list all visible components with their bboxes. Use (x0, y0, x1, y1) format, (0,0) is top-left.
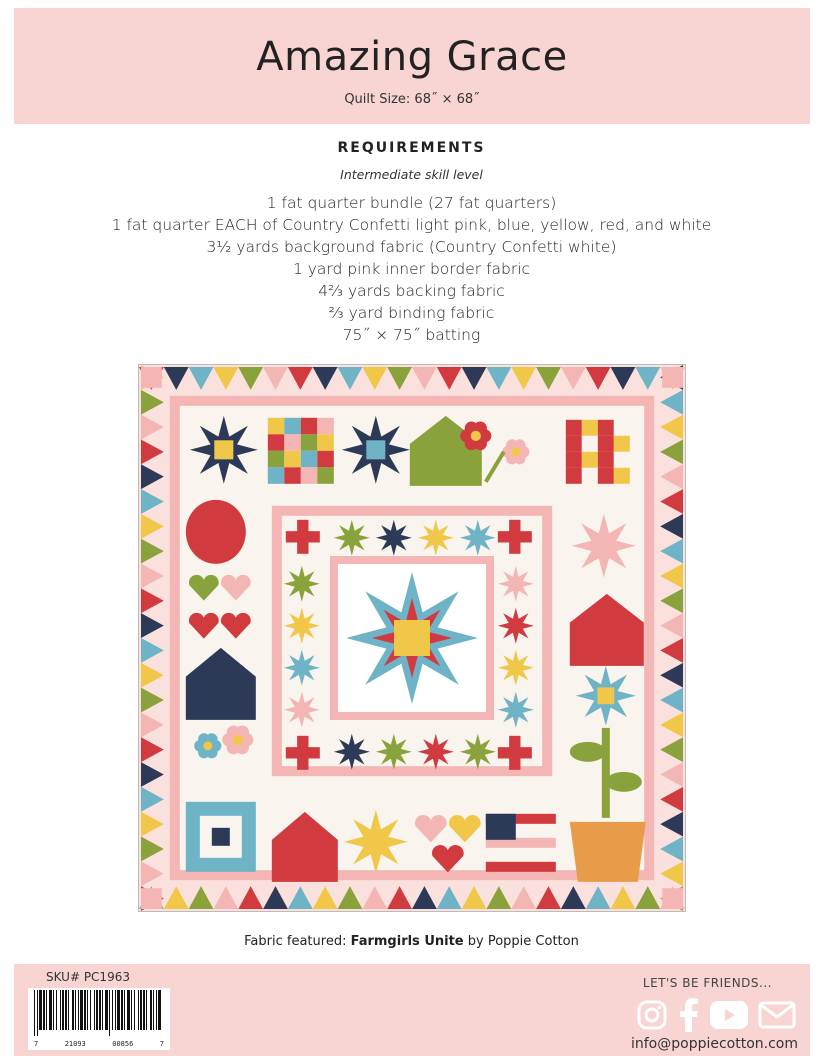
requirement-item: 75˝ × 75˝ batting (342, 326, 481, 344)
page-title: Amazing Grace (256, 34, 568, 80)
quilt-size: Quilt Size: 68˝ × 68˝ (344, 92, 480, 107)
requirement-item: 3½ yards background fabric (Country Confetti white) (206, 238, 617, 256)
barcode-digit-group: 00856 (112, 1040, 134, 1048)
fabric-featured (0, 934, 823, 949)
requirement-item: 1 fat quarter EACH of Country Confetti light pink, blue, yellow, red, and white (111, 216, 712, 234)
requirement-item: ⅔ yard binding fabric (328, 304, 495, 322)
requirement-item: 1 fat quarter bundle (27 fat quarters) (266, 194, 557, 212)
lets-be-friends: LET'S BE FRIENDS... (642, 976, 772, 990)
social-icons (636, 998, 796, 1036)
featured-prefix: Fabric featured: (244, 934, 351, 949)
barcode-digit-group: 21093 (64, 1040, 86, 1048)
featured-suffix: by Poppie Cotton (463, 934, 579, 949)
requirements-heading: REQUIREMENTS (337, 140, 486, 156)
requirements-list (0, 192, 823, 346)
requirement-item: 4⅔ yards backing fabric (318, 282, 505, 300)
barcode (28, 988, 170, 1050)
sku-label: SKU# PC1963 (46, 970, 130, 984)
skill-level: Intermediate skill level (340, 167, 483, 182)
requirement-item: 1 yard pink inner border fabric (292, 260, 531, 278)
contact-email[interactable]: info@poppiecotton.com (630, 1036, 798, 1052)
quilt-image (138, 364, 686, 912)
email-icon[interactable] (758, 1001, 796, 1033)
youtube-icon[interactable] (710, 1001, 748, 1033)
barcode-icon (28, 988, 170, 1040)
featured-fabric-name: Farmgirls Unite (350, 934, 464, 949)
barcode-digit-group: 7 (159, 1040, 164, 1048)
facebook-icon[interactable] (678, 998, 700, 1036)
header-band (14, 8, 810, 124)
instagram-icon[interactable] (636, 999, 668, 1035)
quilt-illustration-icon (139, 365, 685, 911)
barcode-digits (28, 1040, 170, 1048)
footer-band (14, 964, 810, 1056)
barcode-digit-group: 7 (34, 1040, 39, 1048)
